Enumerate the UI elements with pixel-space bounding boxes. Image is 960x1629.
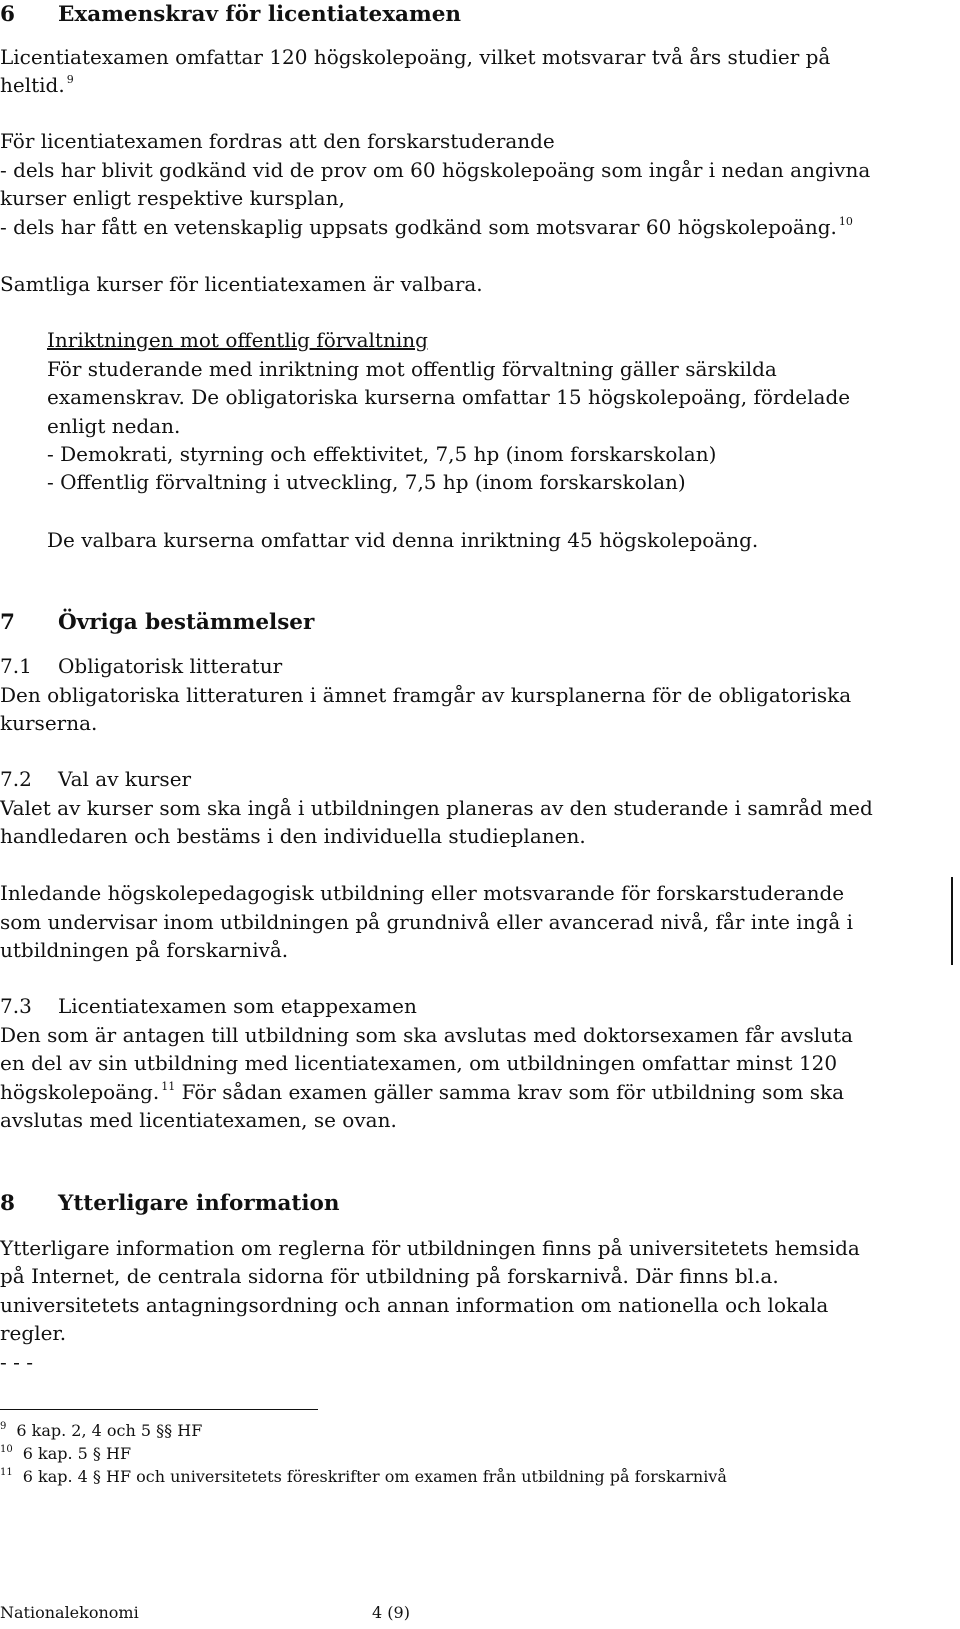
course-item: - Offentlig förvaltning i utveckling, 7,5 hp (inom forskarskolan) bbox=[47, 470, 686, 494]
track-heading: Inriktningen mot offentlig förvaltning bbox=[47, 328, 428, 352]
paragraph-line: Licentiatexamen omfattar 120 högskolepoäng, vilket motsvarar två års studier på bbox=[0, 45, 831, 69]
section-title: Ytterligare information bbox=[58, 1191, 340, 1216]
footnote-ref-11: 11 bbox=[161, 1080, 176, 1093]
paragraph-line: Ytterligare information om reglerna för utbildningen finns på universitetets hemsida bbox=[0, 1236, 860, 1260]
paragraph-line: på Internet, de centrala sidorna för utbildning på forskarnivå. Där finns bl.a. bbox=[0, 1264, 779, 1288]
footer-subject: Nationalekonomi bbox=[0, 1603, 139, 1622]
paragraph-line: enligt nedan. bbox=[47, 414, 181, 438]
section-6-heading bbox=[0, 3, 461, 27]
section-number: 6 bbox=[0, 2, 15, 27]
paragraph-line: - dels har blivit godkänd vid de prov om 60 högskolepoäng som ingår i nedan angivna bbox=[0, 158, 871, 182]
paragraph-line: Den som är antagen till utbildning som ska avslutas med doktorsexamen får avsluta bbox=[0, 1023, 853, 1047]
change-bar bbox=[951, 877, 953, 965]
paragraph-line: - dels har fått en vetenskaplig uppsats godkänd som motsvarar 60 högskolepoäng. $^{10}$ bbox=[0, 215, 853, 239]
footnote: $^{11}$ 6 kap. 4 § HF och universitetets föreskrifter om examen från utbildning på forskarnivå bbox=[0, 1467, 727, 1486]
paragraph-line: heltid. $^9$ bbox=[0, 73, 74, 97]
paragraph-line: De valbara kurserna omfattar vid denna inriktning 45 högskolepoäng. bbox=[47, 528, 759, 552]
paragraph-line: För licentiatexamen fordras att den forskarstuderande bbox=[0, 129, 555, 153]
section-title: Övriga bestämmelser bbox=[58, 610, 315, 635]
subsection-7-2-heading: 7.2 Val av kurser bbox=[0, 767, 192, 791]
paragraph-line: avslutas med licentiatexamen, se ovan. bbox=[0, 1108, 397, 1132]
paragraph-line: Inledande högskolepedagogisk utbildning eller motsvarande för forskarstuderande bbox=[0, 881, 845, 905]
footnote-ref-10: 10 bbox=[838, 215, 853, 228]
paragraph-line: Valet av kurser som ska ingå i utbildningen planeras av den studerande i samråd med bbox=[0, 796, 873, 820]
paragraph-line: regler. bbox=[0, 1321, 67, 1345]
paragraph-line: som undervisar inom utbildningen på grundnivå eller avancerad nivå, får inte ingå i bbox=[0, 910, 854, 934]
subsection-7-3-heading: 7.3 Licentiatexamen som etappexamen bbox=[0, 994, 417, 1018]
paragraph-line: Samtliga kurser för licentiatexamen är valbara. bbox=[0, 272, 483, 296]
paragraph-line: kurserna. bbox=[0, 711, 98, 735]
section-8-heading bbox=[0, 1192, 339, 1216]
footnote-separator bbox=[0, 1409, 318, 1410]
subsection-7-1-heading: 7.1 Obligatorisk litteratur bbox=[0, 654, 283, 678]
section-number: 7 bbox=[0, 610, 15, 635]
paragraph-line: För studerande med inriktning mot offentlig förvaltning gäller särskilda bbox=[47, 357, 777, 381]
paragraph-line: kurser enligt respektive kursplan, bbox=[0, 186, 345, 210]
course-item: - Demokrati, styrning och effektivitet, 7,5 hp (inom forskarskolan) bbox=[47, 442, 717, 466]
paragraph-line: utbildningen på forskarnivå. bbox=[0, 938, 289, 962]
paragraph-line: Den obligatoriska litteraturen i ämnet framgår av kursplanerna för de obligatoriska bbox=[0, 683, 852, 707]
paragraph-line: examenskrav. De obligatoriska kurserna omfattar 15 högskolepoäng, fördelade bbox=[47, 385, 851, 409]
paragraph-line: universitetets antagningsordning och annan information om nationella och lokala bbox=[0, 1293, 829, 1317]
paragraph-line: en del av sin utbildning med licentiatexamen, om utbildningen omfattar minst 120 bbox=[0, 1051, 838, 1075]
footnote-ref-9: 9 bbox=[66, 73, 74, 86]
footnote: $^{10}$ 6 kap. 5 § HF bbox=[0, 1444, 132, 1463]
section-title: Examenskrav för licentiatexamen bbox=[58, 2, 462, 27]
footer-page-number: 4 (9) bbox=[372, 1603, 410, 1622]
end-marker: - - - bbox=[0, 1350, 33, 1374]
footnote: $^9$ 6 kap. 2, 4 och 5 §§ HF bbox=[0, 1421, 203, 1440]
paragraph-line: högskolepoäng. $^{11}$ För sådan examen gäller samma krav som för utbildning som ska bbox=[0, 1080, 845, 1104]
section-number: 8 bbox=[0, 1191, 15, 1216]
section-7-heading bbox=[0, 611, 314, 635]
paragraph-line: handledaren och bestäms i den individuella studieplanen. bbox=[0, 824, 586, 848]
